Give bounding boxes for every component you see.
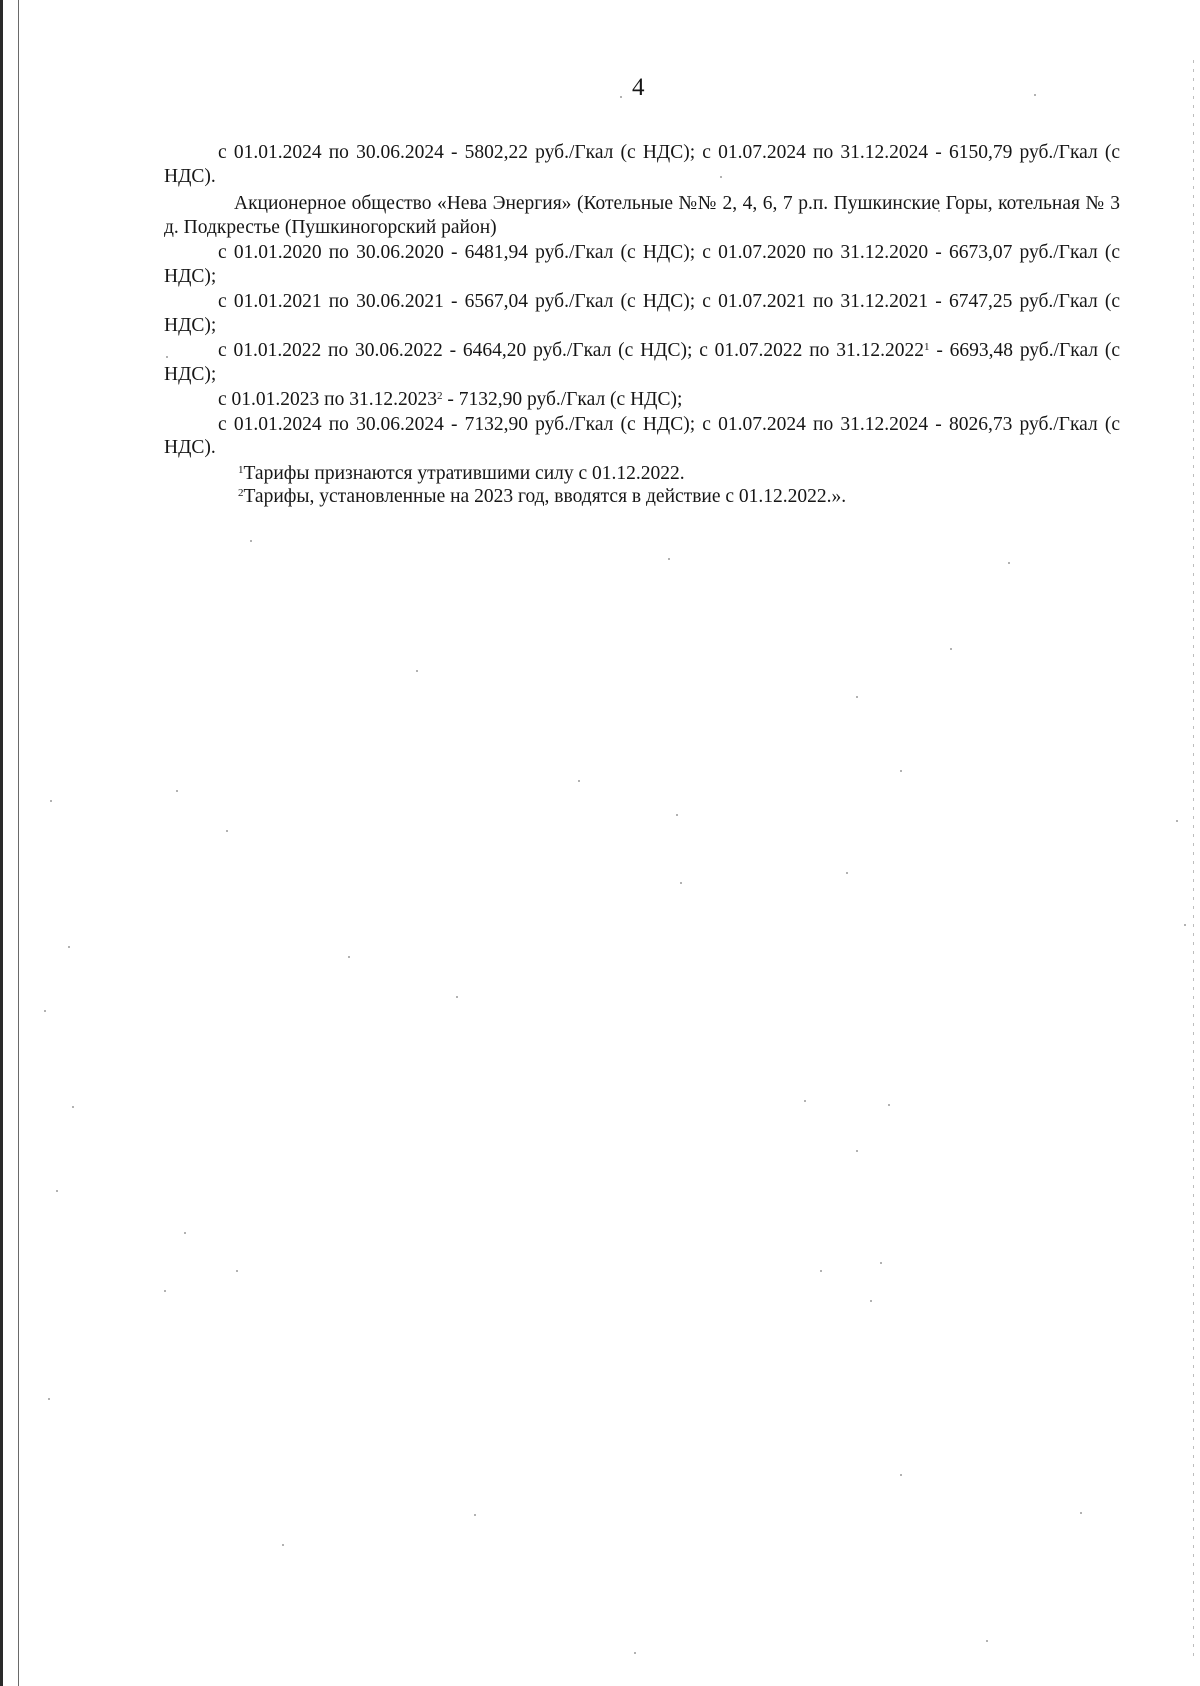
rate-2023-text-end: - 7132,90 руб./Гкал (с НДС); [442, 389, 683, 410]
rate-2022-text: с 01.01.2022 по 30.06.2022 - 6464,20 руб./Гкал (с НДС); с 01.07.2022 по 31.12.2022 [218, 340, 924, 361]
footnote-ref-1: 1 [924, 341, 930, 353]
binding-edge [0, 0, 3, 1686]
footnote-text-2: Тарифы, установленные на 2023 год, вводятся в действие с 01.12.2022.». [243, 486, 847, 507]
document-body [164, 140, 1120, 509]
binding-edge-line [18, 0, 19, 1686]
scan-edge [1193, 60, 1194, 1660]
rate-line-2023 [164, 388, 1120, 412]
footnote-mark-2: 2 [238, 487, 244, 499]
rate-line-2022 [164, 339, 1120, 386]
organization-heading: Акционерное общество «Нева Энергия» (Котельные №№ 2, 4, 6, 7 р.п. Пушкинские Горы, котельная № 3 д. Подкрестье (Пушкиногорский район) [164, 193, 1120, 238]
footnote-mark-1: 1 [238, 463, 244, 476]
rate-2022-text-end: - 6693,48 руб./Гкал (с НДС); [164, 340, 1120, 385]
footnote-ref-2: 2 [436, 390, 443, 402]
rate-2023-text: с 01.01.2023 по 31.12.2023 [218, 389, 437, 410]
footnote-2 [164, 485, 1120, 509]
footnote-text-1: Тарифы признаются утратившими силу с 01.12.2022. [243, 462, 685, 484]
page-number: 4 [632, 74, 645, 101]
footnote-1 [164, 462, 1120, 486]
rate-line-2024: с 01.01.2024 по 30.06.2024 - 7132,90 руб./Гкал (с НДС); с 01.07.2024 по 31.12.2024 - 8026,73 руб./Гкал (с НДС). [164, 413, 1120, 458]
rate-line-2024-previous: с 01.01.2024 по 30.06.2024 - 5802,22 руб./Гкал (с НДС); с 01.07.2024 по 31.12.2024 - 6150,79 руб./Гкал (с НДС). [164, 142, 1120, 187]
rate-line-2020: с 01.01.2020 по 30.06.2020 - 6481,94 руб./Гкал (с НДС); с 01.07.2020 по 31.12.2020 - 6673,07 руб./Гкал (с НДС); [164, 242, 1120, 287]
rate-line-2021: с 01.01.2021 по 30.06.2021 - 6567,04 руб./Гкал (с НДС); с 01.07.2021 по 31.12.2021 - 6747,25 руб./Гкал (с НДС); [164, 291, 1120, 336]
